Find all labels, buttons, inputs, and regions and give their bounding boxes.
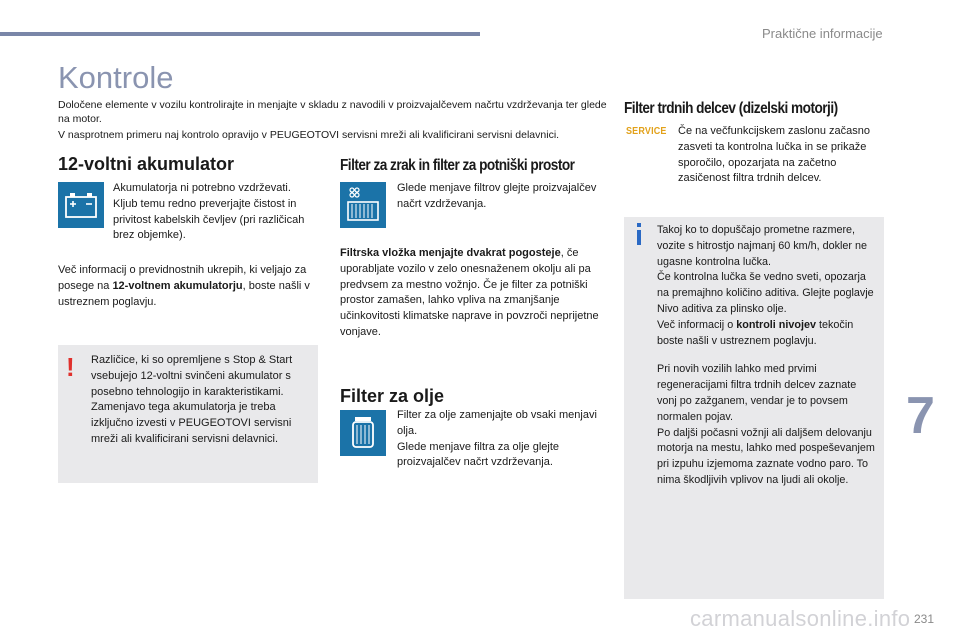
battery-more-pre: Več informacij o previdnostnih ukrepih, ki veljajo za posege na <box>58 264 307 292</box>
page-number: 231 <box>914 612 935 626</box>
oil-filter-line-2: Glede menjave filtra za olje glejte proizvajalčev načrt vzdrževanja. <box>397 440 560 469</box>
info-paragraph-1: Takoj ko to dopuščajo prometne razmere, vozite s hitrostjo najmanj 60 km/h, dokler ne ugasne kontrolna lučka. <box>657 224 868 268</box>
info-paragraph-4: Pri novih vozilih lahko med prvimi regeneracijami filtra trdnih delcev zaznate vonj po zažganem, vendar je to povsem normalen pojav. <box>657 363 857 423</box>
top-rule <box>0 32 480 36</box>
battery-more-bold: 12-voltnem akumulatorju <box>112 279 243 292</box>
battery-text: Akumulatorja ni potrebno vzdrževati. Kljub temu redno preverjajte čistost in privitost kabelskih čevljev (pri različicah brez objemke). <box>113 182 305 242</box>
page-title: Kontrole <box>58 60 174 95</box>
info-paragraph-3 <box>657 318 879 350</box>
battery-more-post: , boste našli v ustreznem poglavju. <box>58 279 310 308</box>
intro-line-2: V nasprotnem primeru naj kontrolo opravijo v PEUGEOTOVI servisni mreži ali kvalificirani servisni delavnici. <box>58 129 560 141</box>
battery-heading: 12-voltni akumulator <box>58 154 235 174</box>
service-warning-icon: SERVICE <box>626 126 667 137</box>
info-p3-pre: Več informacij o <box>657 318 737 331</box>
particle-filter-heading: Filter trdnih delcev (dizelski motorji) <box>624 100 838 117</box>
particle-filter-text: Če na večfunkcijskem zaslonu začasno zasveti ta kontrolna lučka in se prikaže sporočilo, opozarjata na začetno zasičenost filtra trdnih delcev. <box>678 125 870 185</box>
battery-icon <box>58 182 104 228</box>
info-p3-post: tekočin boste našli v ustreznem poglavju. <box>657 318 854 347</box>
watermark: carmanualsonline.info <box>690 606 911 631</box>
info-paragraph-2: Če kontrolna lučka še vedno sveti, opozarja na premajhno količino aditiva. Glejte poglavje Nivo aditiva za plinsko olje. <box>657 271 874 315</box>
air-filter-note-rest: , če uporabljate vozilo v zelo onesnaženem okolju ali pa predvsem za mestno vožnjo. Če je filter za potniški prostor zamašen, lahko vpliva na zmanjšanje učinkovitosti klimatske naprave in povzroči neprijetne vonjave. <box>340 247 599 338</box>
air-filter-heading: Filter za zrak in filter za potniški prostor <box>340 157 575 174</box>
air-filter-note-bold: Filtrska vložka menjajte dvakrat pogosteje <box>340 247 561 259</box>
particle-filter-info-text <box>657 223 879 489</box>
warning-icon: ! <box>66 352 75 382</box>
info-p3-bold: kontroli nivojev <box>736 318 817 331</box>
air-filter-text: Glede menjave filtrov glejte proizvajalčev načrt vzdrževanja. <box>397 182 597 210</box>
section-header: Praktične informacije <box>762 26 883 41</box>
intro-text <box>58 98 610 144</box>
oil-filter-line-1: Filter za olje zamenjajte ob vsaki menjavi olja. <box>397 409 597 437</box>
oil-filter-text <box>397 408 597 471</box>
chapter-number: 7 <box>906 387 935 445</box>
oil-filter-icon <box>340 410 386 456</box>
battery-warning-text: Različice, ki so opremljene s Stop & Start vsebujejo 12-voltni svinčeni akumulator s posebno tehnologijo in karakteristikami. Zamenjavo tega akumulatorja je treba izključno izvesti v PEUGEOTOVI servisni mreži ali kvalificirani servisni delavnici. <box>91 354 293 445</box>
air-filter-icon <box>340 182 386 228</box>
air-filter-note <box>340 246 602 341</box>
battery-more-info <box>58 263 313 310</box>
info-paragraph-5: Po daljši počasni vožnji ali daljšem delovanju motorja na mestu, lahko med pospeševanjem pri izpuhu izjemoma zaznate vodno paro. To nima škodljivih vplivov na ljudi ali okolje. <box>657 426 875 486</box>
intro-line-1: Določene elemente v vozilu kontrolirajte in menjajte v skladu z navodili v proizvajalčevem načrtu vzdrževanja ter glede na motor. <box>58 99 607 125</box>
oil-filter-heading: Filter za olje <box>340 386 445 406</box>
info-icon <box>634 223 644 245</box>
